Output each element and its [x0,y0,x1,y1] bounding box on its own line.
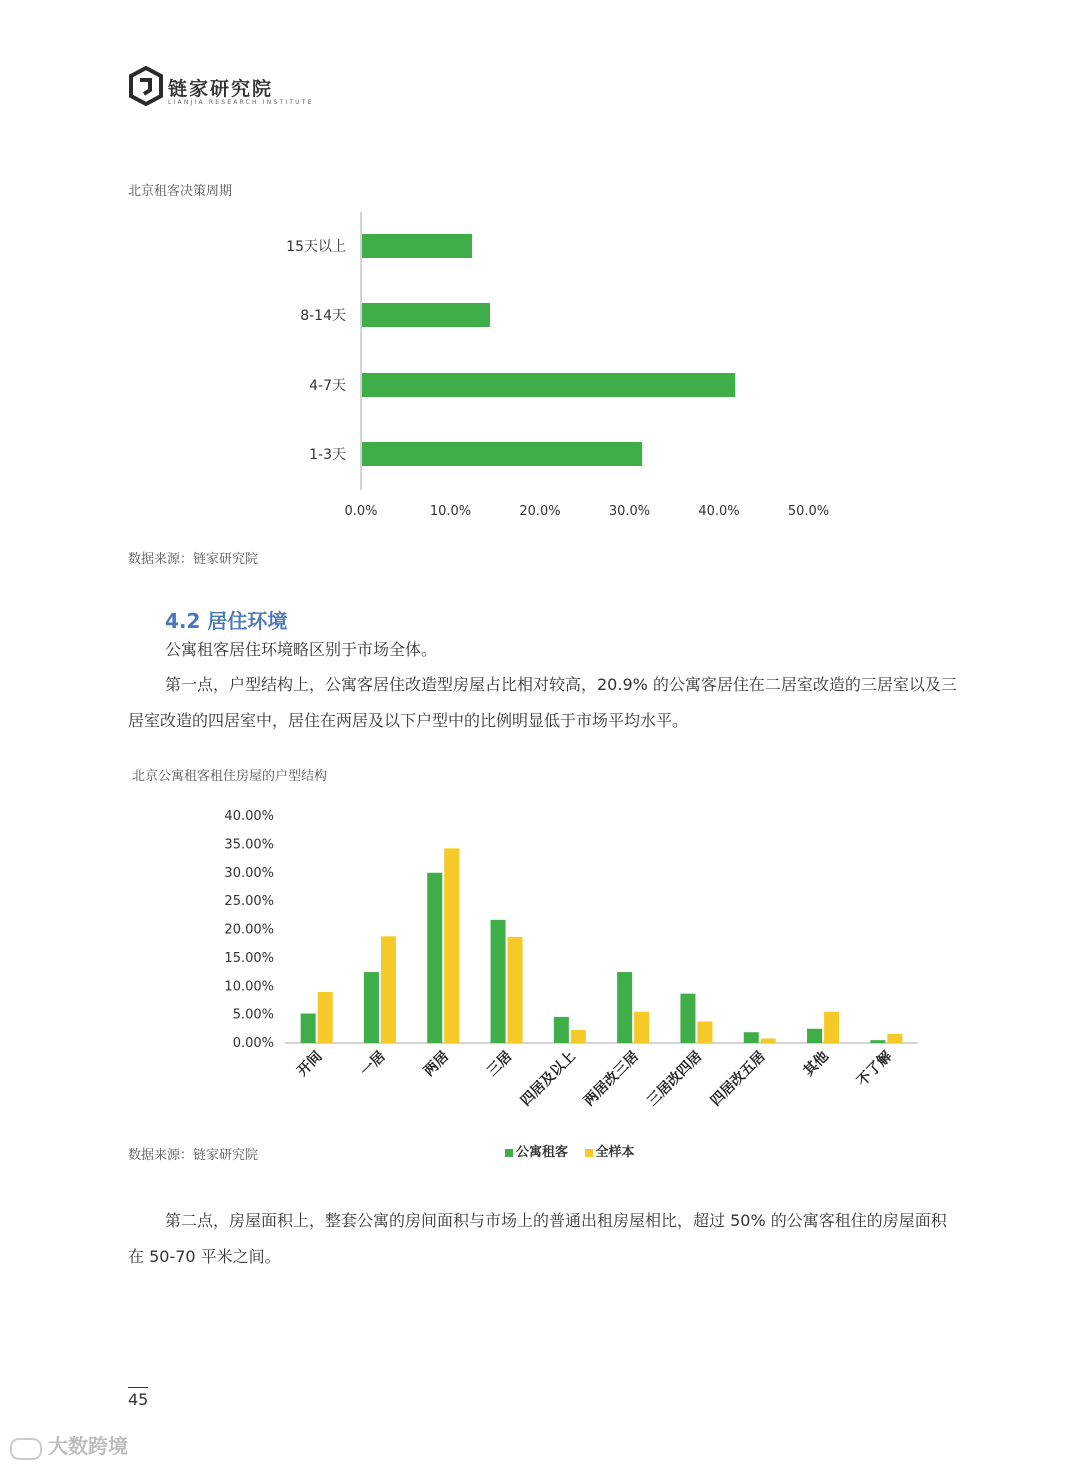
legend-swatch-apartment [505,1149,513,1157]
chart2-tick-label: 15.00% [224,950,274,966]
chart2-category-label: 其他 [800,1048,832,1080]
chart2-title: 北京公寓租客租住房屋的户型结构 [132,769,328,784]
chart1-bar [362,442,642,466]
section-paragraph-2 [128,667,958,739]
chart2-bar-all [444,848,459,1043]
section-heading: 4.2 居住环境 [165,609,288,633]
chart2-tick-label: 5.00% [232,1007,274,1023]
chart2-category-label: 三居改四居 [644,1048,706,1110]
chart2-category-label: 两居 [420,1048,453,1080]
chart2-bar-apartment [301,1013,316,1043]
chart1-decision-cycle [130,200,950,540]
chart1-tick-label: 10.0% [429,504,472,519]
chart2-tick-label: 30.00% [224,865,274,881]
watermark-text: 大数跨境 [48,1434,128,1458]
page-number: 45 [128,1390,149,1409]
legend-label-apartment: 公寓租客 [516,1145,569,1160]
watermark [10,1430,128,1460]
chart2-bar-all [761,1038,776,1043]
chart2-tick-label: 35.00% [224,837,274,853]
chart2-bar-apartment [617,972,632,1043]
chart2-category-label: 四居及以上 [517,1048,579,1110]
chart2-bar-apartment [364,972,379,1043]
chart2-legend [505,1141,635,1160]
chart2-category-label: 三居 [484,1048,516,1080]
chart1-tick-label: 50.0% [787,504,830,519]
chart2-bar-all [887,1034,902,1043]
chart1-bar [362,373,735,397]
chart2-bar-apartment [554,1017,569,1043]
chart2-tick-label: 25.00% [224,894,274,910]
chart2-bar-all [571,1030,586,1043]
chart1-bar [362,303,490,327]
chart2-bar-all [508,937,523,1043]
chart2-bar-apartment [427,873,442,1043]
section-paragraph-1: 公寓租客居住环境略区别于市场全体。 [165,640,438,659]
section-paragraph-2-text: 第一点，户型结构上，公寓客居住改造型房屋占比相对较高，20.9% 的公寓客居住在二居室改造的三居室以及三居室改造的四居室中，居住在两居及以下户型中的比例明显低于市场平均水平。 [128,675,957,730]
page-number-rule [128,1387,148,1388]
chart1-bar [362,234,472,258]
chart1-tick-label: 20.0% [519,504,561,519]
chart1-tick-label: 0.0% [344,504,378,519]
chart2-bar-apartment [491,920,506,1043]
chart1-category-label: 4-7天 [309,378,346,394]
section-paragraph-3 [128,1203,958,1275]
chart2-category-label: 四居改五居 [707,1048,769,1110]
chart2-bar-all [381,936,396,1043]
chart1-category-label: 8-14天 [300,308,346,324]
chart1-tick-label: 40.0% [698,504,740,519]
chart2-tick-label: 40.00% [224,809,274,824]
chart2-category-label: 不了解 [854,1048,896,1090]
chart2-tick-label: 10.00% [224,979,274,995]
chart1-title: 北京租客决策周期 [128,184,233,199]
chart2-bar-apartment [807,1029,822,1043]
legend-swatch-all [585,1149,593,1157]
legend-label-all: 全样本 [595,1145,635,1160]
chart2-category-label: 开间 [294,1048,326,1080]
chart2-layout-structure [210,800,930,1130]
chart2-tick-label: 20.00% [224,922,274,938]
chart1-category-label: 15天以上 [286,239,346,255]
chart1-category-label: 1-3天 [309,447,346,463]
logo-mark-icon [128,66,164,106]
logo-name: 链家研究院 [168,78,274,100]
chart2-bar-all [318,992,333,1043]
chart2-category-label: 两居改三居 [581,1048,642,1110]
watermark-logo-icon [10,1438,42,1460]
chart1-tick-label: 30.0% [608,504,651,519]
chart2-bar-apartment [744,1032,759,1043]
chart2-bar-apartment [870,1040,885,1043]
chart2-bar-all [697,1021,712,1043]
chart2-bar-all [634,1012,649,1043]
chart2-tick-label: 0.00% [232,1036,274,1051]
section-paragraph-3-text: 第二点，房屋面积上，整套公寓的房间面积与市场上的普通出租房屋相比，超过 50% 的公寓客租住的房屋面积在 50-70 平米之间。 [128,1211,947,1266]
logo-subtitle: LIANJIA RESEARCH INSTITUTE [168,99,314,106]
logo [128,66,314,110]
chart2-bar-all [824,1012,839,1043]
chart2-bar-apartment [680,994,695,1043]
chart2-category-label: 一居 [357,1048,389,1080]
chart2-source: 数据来源：链家研究院 [128,1148,259,1163]
chart1-source: 数据来源：链家研究院 [128,552,259,567]
